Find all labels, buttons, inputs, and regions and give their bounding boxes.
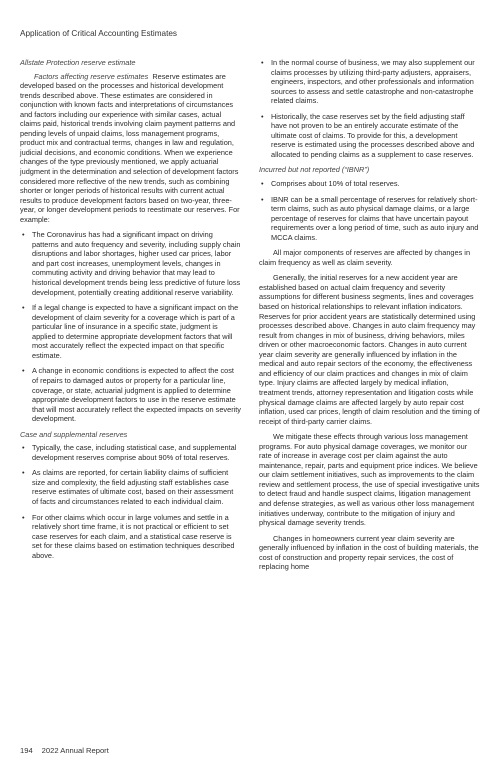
list-item: • For other claims which occur in large volumes and settle in a relatively short time frame, it is not practical or efficient to set case reserves for each claim, and a statistical case reserve is set for these claims based on estimation techniques described above. xyxy=(20,513,241,561)
body-paragraph: Changes in homeowners current year claim severity are generally influenced by inflation in the cost of building materials, the cost of construction and property repair services, the cost of replacing home xyxy=(259,533,479,572)
report-name: 2022 Annual Report xyxy=(41,746,109,755)
list-item: • Typically, the case, including statistical case, and supplemental development reserves comprise about 90% of total reserves. xyxy=(20,443,241,462)
case-reserves-list xyxy=(20,443,241,560)
section-title-ibnr: Incurred but not reported (“IBNR”) xyxy=(259,165,370,175)
body-paragraph: All major components of reserves are affected by changes in claim frequency as well as claim severity. xyxy=(259,248,471,267)
section-title-reserve-estimate: Allstate Protection reserve estimate xyxy=(20,58,136,67)
list-item: • IBNR can be a small percentage of reserves for relatively short-term claims, such as auto physical damage claims, or a large percentage of reserves for claims that have uncertain payout requirements over a long period of time, such as auto injury and MCCA claims. xyxy=(259,195,481,243)
case-reserves-list-continued xyxy=(259,58,481,159)
page-footer xyxy=(20,746,109,755)
page-number: 194 xyxy=(20,746,33,755)
example-list xyxy=(20,230,241,423)
list-item: • As claims are reported, for certain liability claims of sufficient size and complexity, the field adjusting staff establishes case reserve estimates of ultimate cost, based on their assessment of facts and circumstances related to each individual claim. xyxy=(20,468,241,506)
list-item: • Comprises about 10% of total reserves. xyxy=(259,179,481,189)
right-column xyxy=(259,58,481,578)
factors-lead: Factors affecting reserve estimates xyxy=(34,71,149,81)
factors-paragraph xyxy=(20,72,241,225)
body-paragraph: Generally, the initial reserves for a new accident year are established based on actual claim frequency and severity assumptions for different business segments, lines and coverages based on historical relationships to relevant inflation indicators. Reserves for prior accident years are statistically determined using processes described above. Changes in auto claim frequency may result from changes in mix of business, driving behaviors, miles driven or other macroeconomic factors. Changes in auto current year claim severity are generally influenced by inflation in the medical and auto repair sectors of the economy, the effectiveness and efficiency of our claim practices and changes in mix of claim type. Injury claims are affected largely by medical inflation, treatment trends, attorney representation and litigation costs while physical damage claims are affected largely by auto repair cost inflation, used car prices, length of claim resolution and the timing of receipt of third-party carrier claims. xyxy=(259,273,480,426)
list-item: • The Coronavirus has had a significant impact on driving patterns and auto frequency and severity, including supply chain disruptions and labor shortages, higher used car prices, labor and part cost increases, unemployment levels, changes in commuting activity and driving behavior that may lead to historical development trends being less predictive of future loss development, potentially creating additional reserve variability. xyxy=(20,230,241,297)
page-header: Application of Critical Accounting Estimates xyxy=(20,29,178,38)
list-item: • If a legal change is expected to have a significant impact on the development of claim severity for a coverage which is part of a particular line of insurance in a specific state, judgment is applied to determine appropriate development factors that will most accurately reflect the expected impact on that specific estimate. xyxy=(20,303,241,360)
list-item: • A change in economic conditions is expected to affect the cost of repairs to damaged autos or property for a particular line, coverage, or state, actuarial judgment is applied to determine appropriate development factors to use in the reserve estimate that will most accurately reflect the expected impacts on severity development. xyxy=(20,366,241,423)
list-item: • In the normal course of business, we may also supplement our claims processes by utilizing third-party adjusters, appraisers, engineers, inspectors, and other professionals and information sources to assess and settle catastrophe and non-catastrophe related claims. xyxy=(259,58,481,106)
body-paragraph: We mitigate these effects through various loss management programs. For auto physical damage coverages, we monitor our rate of increase in average cost per claim against the auto maintenance, repair, parts and equipment price indices. We believe our claim settlement initiatives, such as improvements to the claim review and settlement process, the use of special investigative units to detect fraud and handle suspect claims, litigation management and defense strategies, as well as various other loss management initiatives underway, contribute to the mitigation of injury and physical damage severity trends. xyxy=(259,432,480,528)
factors-body: Reserve estimates are developed based on the processes and historical development trends described above. These estimates are considered in conjunction with known facts and interpretations of circumstances and factors including our experience with similar cases, actual claims paid, historical trends involving claim payment patterns and pending levels of unpaid claims, loss management programs, product mix and contractual terms, changes in law and regulation, judicial decisions, and economic conditions. When we experience changes of the type previously mentioned, we apply actuarial judgment in the determination and selection of development factors considered more reflective of the new trends, such as combining shorter or longer periods of historical results with current actual results to produce development factors based on two-year, three-year, or longer development periods to reestimate our reserves. For example: xyxy=(20,71,240,224)
list-item: • Historically, the case reserves set by the field adjusting staff have not proven to be an entirely accurate estimate of the ultimate cost of claims. To provide for this, a development reserve is estimated using the processes described above and allocated to pending claims as a supplement to case reserves. xyxy=(259,112,481,160)
section-title-case-reserves: Case and supplemental reserves xyxy=(20,429,128,439)
left-column xyxy=(20,58,241,566)
ibnr-list xyxy=(259,179,481,242)
